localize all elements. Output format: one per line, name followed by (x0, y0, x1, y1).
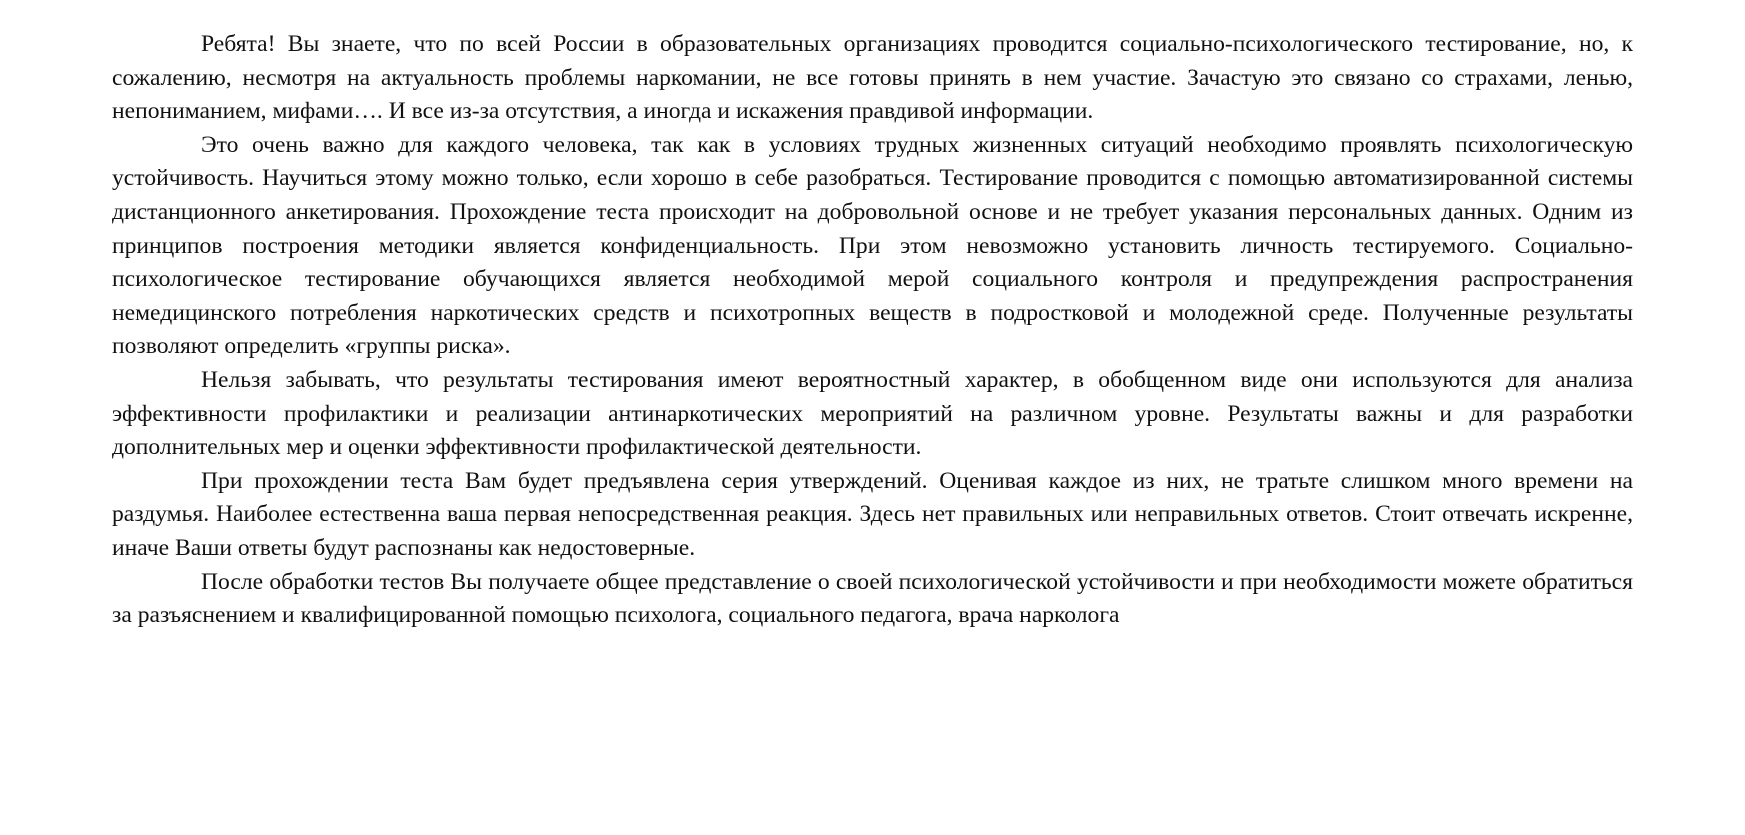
paragraph-1: Ребята! Вы знаете, что по всей России в образовательных организациях проводится социально-психологического тестирование, но, к сожалению, несмотря на актуальность проблемы наркомании, не все готовы принять в нем участие. Зачастую это связано со страхами, ленью, непониманием, мифами…. И все из-за отсутствия, а иногда и искажения правдивой информации. (112, 31, 1633, 125)
paragraph-5: После обработки тестов Вы получаете общее представление о своей психологической устойчивости и при необходимости можете обратиться за разъяснением и квалифицированной помощью психолога, социального педагога, врача нарколога (112, 568, 1633, 629)
document-body (112, 28, 1633, 633)
paragraph-3: Нельзя забывать, что результаты тестирования имеют вероятностный характер, в обобщенном виде они используются для анализа эффективности профилактики и реализации антинаркотических мероприятий на различном уровне. Результаты важны и для разработки дополнительных мер и оценки эффективности профилактической деятельности. (112, 366, 1633, 461)
paragraph-2: Это очень важно для каждого человека, так как в условиях трудных жизненных ситуаций необходимо проявлять психологическую устойчивость. Научиться этому можно только, если хорошо в себе разобраться. Тестирование проводится с помощью автоматизированной системы дистанционного анкетирования. Прохождение теста происходит на добровольной основе и не требует указания персональных данных. Одним из принципов построения методики является конфиденциальность. При этом невозможно установить личность тестируемого. Социально-психологическое тестирование обучающихся является необходимой мерой социального контроля и предупреждения распространения немедицинского потребления наркотических средств и психотропных веществ в подростковой и молодежной среде. Полученные результаты позволяют определить «группы риска». (112, 131, 1633, 360)
paragraph-4: При прохождении теста Вам будет предъявлена серия утверждений. Оценивая каждое из них, не тратьте слишком много времени на раздумья. Наиболее естественна ваша первая непосредственная реакция. Здесь нет правильных или неправильных ответов. Стоит отвечать искренне, иначе Ваши ответы будут распознаны как недостоверные. (112, 467, 1633, 561)
